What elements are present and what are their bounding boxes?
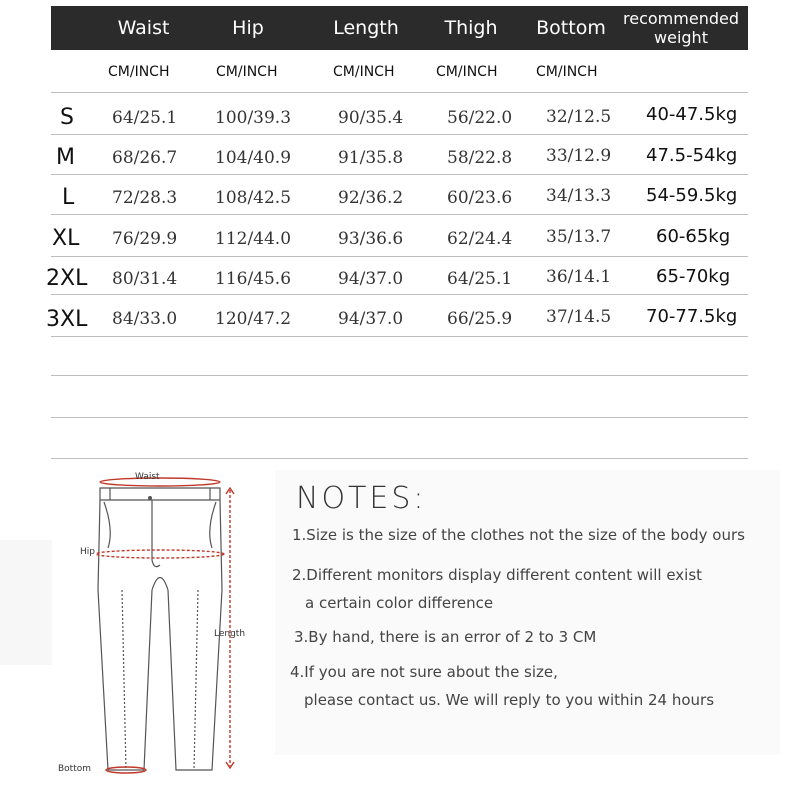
waist-value: 76/29.9 <box>112 229 178 249</box>
divider <box>51 174 748 175</box>
weight-value: 54-59.5kg <box>646 185 738 206</box>
header-recommended-weight <box>616 6 746 50</box>
header-weight-line2: weight <box>654 28 708 47</box>
size-label: 2XL <box>46 266 88 291</box>
divider <box>51 256 748 257</box>
thigh-value: 64/25.1 <box>447 269 513 289</box>
divider <box>51 294 748 295</box>
divider <box>51 417 748 418</box>
pants-diagram <box>52 470 252 790</box>
diagram-label-length: Length <box>214 629 246 639</box>
unit-bottom: CM/INCH <box>536 64 598 80</box>
hip-value: 120/47.2 <box>215 309 292 329</box>
unit-hip: CM/INCH <box>216 64 278 80</box>
size-label: M <box>56 145 75 170</box>
notes-title: NOTES: <box>296 481 427 516</box>
divider <box>51 375 748 376</box>
size-label: S <box>60 105 74 130</box>
bottom-value: 32/12.5 <box>546 107 612 127</box>
note-1: 1.Size is the size of the clothes not the size of the body ours <box>292 526 745 544</box>
hip-value: 104/40.9 <box>215 148 292 168</box>
diagram-label-waist: Waist <box>135 472 160 482</box>
bottom-value: 36/14.1 <box>546 267 612 287</box>
hip-value: 108/42.5 <box>215 188 292 208</box>
unit-thigh: CM/INCH <box>436 64 498 80</box>
weight-value: 60-65kg <box>656 226 731 247</box>
waist-value: 84/33.0 <box>112 309 178 329</box>
diagram-label-hip: Hip <box>80 547 95 557</box>
note-3: 3.By hand, there is an error of 2 to 3 CM <box>294 628 597 646</box>
header-thigh: Thigh <box>444 17 498 39</box>
hip-value: 116/45.6 <box>215 269 292 289</box>
bottom-value: 37/14.5 <box>546 307 612 327</box>
length-value: 94/37.0 <box>338 269 404 289</box>
header-weight-line1: recommended <box>623 9 739 28</box>
length-value: 93/36.6 <box>338 229 404 249</box>
weight-value: 40-47.5kg <box>646 104 738 125</box>
header-length: Length <box>333 17 399 39</box>
thigh-value: 62/24.4 <box>447 229 513 249</box>
divider <box>51 458 748 459</box>
header-waist: Waist <box>117 17 170 39</box>
note-2b: a certain color difference <box>305 594 494 612</box>
thigh-value: 56/22.0 <box>447 108 513 128</box>
length-value: 90/35.4 <box>338 108 404 128</box>
thigh-value: 58/22.8 <box>447 148 513 168</box>
thigh-value: 60/23.6 <box>447 188 513 208</box>
hip-value: 100/39.3 <box>215 108 292 128</box>
waist-value: 72/28.3 <box>112 188 178 208</box>
weight-value: 47.5-54kg <box>646 145 738 166</box>
divider <box>51 92 748 93</box>
size-label: XL <box>52 226 80 251</box>
note-4b: please contact us. We will reply to you within 24 hours <box>304 691 715 709</box>
waist-value: 68/26.7 <box>112 148 178 168</box>
bottom-value: 33/12.9 <box>546 146 612 166</box>
length-value: 94/37.0 <box>338 309 404 329</box>
unit-length: CM/INCH <box>333 64 395 80</box>
size-label: 3XL <box>46 307 88 332</box>
unit-waist: CM/INCH <box>108 64 170 80</box>
hip-value: 112/44.0 <box>215 229 292 249</box>
size-label: L <box>62 185 75 210</box>
header-hip: Hip <box>232 17 264 39</box>
waist-value: 64/25.1 <box>112 108 178 128</box>
table-header <box>51 6 748 50</box>
note-4a: 4.If you are not sure about the size, <box>290 663 558 681</box>
divider <box>51 214 748 215</box>
divider <box>51 134 748 135</box>
weight-value: 65-70kg <box>656 266 731 287</box>
divider <box>51 336 748 337</box>
left-background-panel <box>0 540 52 665</box>
diagram-label-bottom: Bottom <box>58 764 92 774</box>
waist-value: 80/31.4 <box>112 269 178 289</box>
note-2a: 2.Different monitors display different content will exist <box>292 566 703 584</box>
header-bottom: Bottom <box>536 17 606 39</box>
bottom-value: 35/13.7 <box>546 227 612 247</box>
length-value: 91/35.8 <box>338 148 404 168</box>
bottom-value: 34/13.3 <box>546 186 612 206</box>
weight-value: 70-77.5kg <box>646 306 738 327</box>
length-value: 92/36.2 <box>338 188 404 208</box>
thigh-value: 66/25.9 <box>447 309 513 329</box>
